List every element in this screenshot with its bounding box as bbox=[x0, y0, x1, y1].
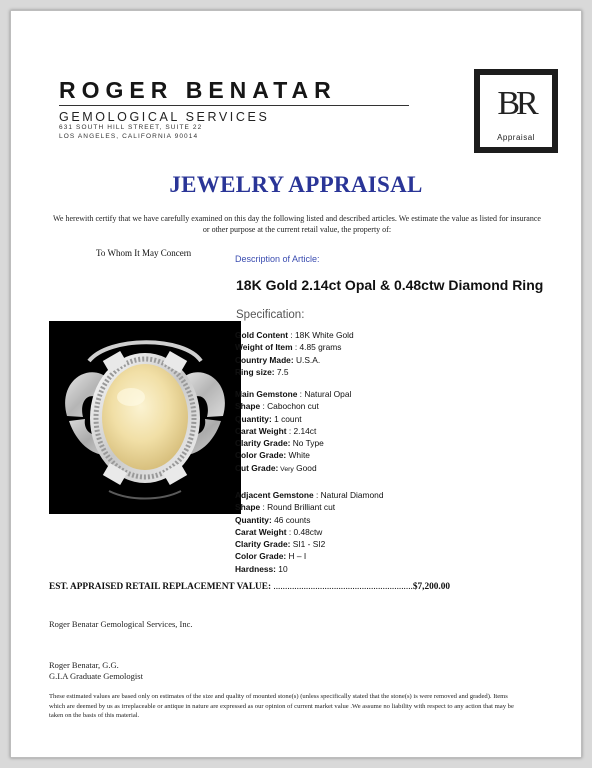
spec-main-gemstone: Main Gemstone : Natural Opal bbox=[235, 389, 352, 399]
spec-country: Country Made: U.S.A. bbox=[235, 354, 321, 365]
spec-adj-color: Color Grade: H – I bbox=[235, 551, 307, 562]
spec-adj-hardness: Hardness: 10 bbox=[235, 563, 288, 574]
spec-main-carat: Carat Weight : 2.14ct bbox=[235, 425, 317, 436]
spec-main-shape: Shape : Cabochon cut bbox=[235, 401, 319, 412]
logo-caption: Appraisal bbox=[497, 133, 535, 142]
address-line-2: LOS ANGELES, CALIFORNIA 90014 bbox=[59, 133, 199, 140]
spec-main-color: Color Grade: White bbox=[235, 450, 310, 461]
spec-adj-clarity: Clarity Grade: SI1 - SI2 bbox=[235, 539, 326, 550]
spec-main-clarity: Clarity Grade: No Type bbox=[235, 438, 324, 449]
spec-main-quantity: Quantity: 1 count bbox=[235, 413, 302, 424]
value-label: EST. APPRAISED RETAIL REPLACEMENT VALUE: bbox=[49, 582, 272, 592]
appraiser-title: G.I.A Graduate Gemologist bbox=[49, 671, 143, 681]
company-subtitle: GEMOLOGICAL SERVICES bbox=[59, 110, 270, 124]
header-rule bbox=[59, 105, 409, 106]
description-label: Description of Article: bbox=[235, 254, 320, 264]
company-name: ROGER BENATAR bbox=[59, 77, 337, 103]
specification-label: Specification: bbox=[236, 309, 305, 321]
appraisal-certificate bbox=[10, 10, 582, 758]
general-specs bbox=[235, 329, 354, 378]
spec-weight: Weight of Item : 4.85 grams bbox=[235, 342, 342, 353]
spec-adj-carat: Carat Weight : 0.48ctw bbox=[235, 526, 323, 537]
disclaimer: These estimated values are based only on estimates of the size and quality of mounted stone(s) (unless specifically stated that the stone(s) is were removed and graded). Items which are deemed by us as irreplaceable or antique in nature are expressed as our opinion of current market value .We assume no liability with respect to any action that may be taken on the basis of this material. bbox=[49, 693, 514, 719]
logo-monogram: BR bbox=[497, 85, 535, 122]
main-gemstone-specs bbox=[235, 388, 351, 474]
spec-adj-shape: Shape : Round Brilliant cut bbox=[235, 502, 336, 513]
document-title: JEWELRY APPRAISAL bbox=[169, 172, 423, 197]
company-signature: Roger Benatar Gemological Services, Inc. bbox=[49, 619, 193, 629]
certification-text: We herewith certify that we have carefully examined on this day the following listed and described articles. We estimate the value as listed for insurance or other purpose at the current retail value, the property of: bbox=[53, 214, 541, 234]
spec-ring-size: Ring size: 7.5 bbox=[235, 366, 289, 377]
ring-photo bbox=[49, 321, 241, 514]
spec-main-cut: Cut Grade: Very Good bbox=[235, 462, 317, 473]
value-leader-dots: ............................................................ bbox=[271, 582, 413, 592]
appraisal-logo bbox=[474, 69, 558, 153]
spec-adj-quantity: Quantity: 46 counts bbox=[235, 514, 311, 525]
address-line-1: 631 SOUTH HILL STREET, SUITE 22 bbox=[59, 124, 203, 131]
spec-gold-content: Gold Content : 18K White Gold bbox=[235, 330, 354, 340]
spec-adj-gemstone: Adjacent Gemstone : Natural Diamond bbox=[235, 490, 384, 500]
adjacent-gemstone-specs bbox=[235, 489, 383, 575]
appraised-value bbox=[49, 582, 450, 592]
value-amount: $7,200.00 bbox=[412, 582, 451, 592]
appraiser-name: Roger Benatar, G.G. bbox=[49, 660, 119, 670]
recipient: To Whom It May Concern bbox=[96, 248, 192, 258]
item-title: 18K Gold 2.14ct Opal & 0.48ctw Diamond Ring bbox=[236, 277, 544, 293]
appraiser-signature bbox=[49, 660, 143, 682]
